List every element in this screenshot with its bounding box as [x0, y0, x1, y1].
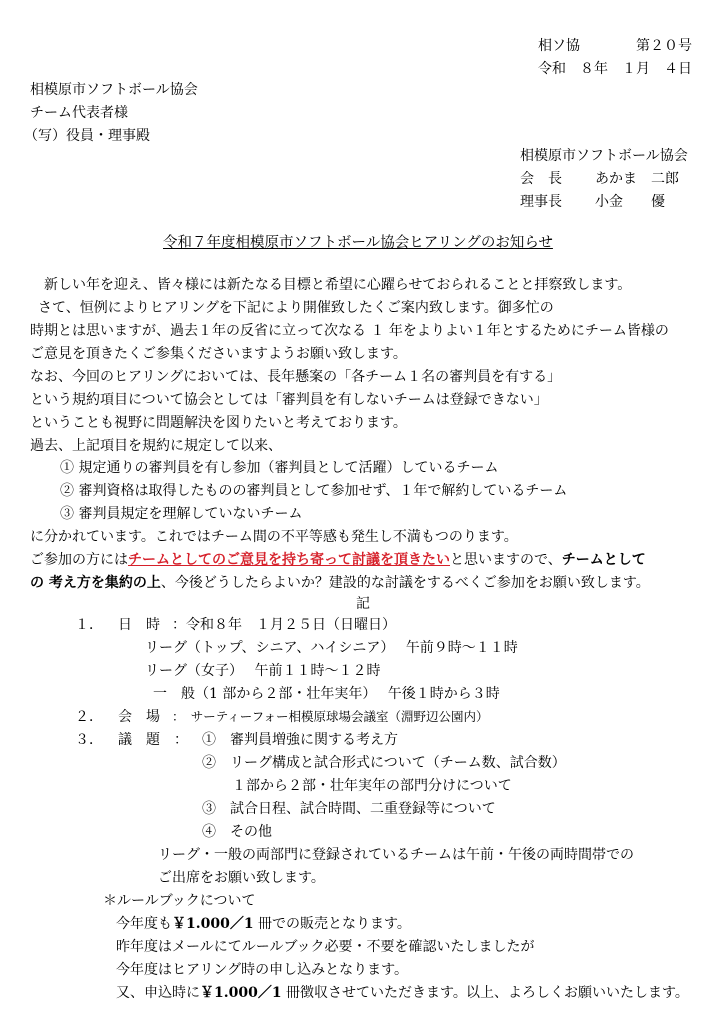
document-title: 令和７年度相模原市ソフトボール協会ヒアリングのお知らせ	[163, 235, 553, 251]
agenda-item: ④ その他	[202, 824, 272, 840]
recipient-org: 相模原市ソフトボール協会	[30, 82, 198, 98]
schedule-league-2: リーグ（女子） 午前１１時～１２時	[145, 663, 381, 679]
attendance-note-2: ご出席をお願い致します。	[158, 870, 325, 886]
rulebook-fee: ￥1.000／1	[200, 985, 282, 1001]
body-paragraph-11	[30, 573, 650, 593]
item-3-label: 議 題 ：	[118, 732, 188, 748]
list-item: ① 規定通りの審判員を有し参加（審判員として活躍）しているチーム	[60, 460, 499, 476]
list-item: ② 審判資格は取得したものの審判員として参加せず、１年で解約しているチーム	[60, 483, 568, 499]
president-name: あかま 二郎	[595, 171, 679, 187]
director-title: 理事長	[520, 194, 562, 210]
agenda-item: ② リーグ構成と試合形式について（チーム数、試合数）	[202, 755, 566, 771]
body-paragraph-10	[30, 550, 646, 570]
rulebook-line-1-lead: 今年度も	[116, 916, 172, 932]
body-paragraph-9: に分かれています。これではチーム間の不平等感も発生し不満もつのります。	[30, 529, 518, 545]
closing-remark: 以上、よろしくお願いいたします。	[466, 985, 689, 1001]
item-2-number: ２．	[75, 709, 103, 725]
item-2-value: ： サーティーフォー相模原球場会議室（淵野辺公園内）	[172, 709, 489, 724]
item-3-number: ３．	[75, 732, 103, 748]
rulebook-line-4	[116, 983, 467, 1003]
schedule-league-1: リーグ（トップ、シニア、ハイシニア） 午前９時～１１時	[145, 640, 518, 656]
p10-highlight: チームとしてのご意見を持ち寄って討議を頂きたい	[128, 552, 450, 568]
body-paragraph-1: 新しい年を迎え、皆々様には新たなる目標と希望に心躍らせておられることと拝察致します。	[44, 277, 632, 293]
p10-middle: と思いますので、	[450, 552, 562, 568]
body-paragraph-2: さて、恒例によりヒアリングを下記により開催致したくご案内致します。御多忙の	[38, 300, 554, 316]
item-2-label: 会 場	[118, 709, 160, 725]
rulebook-line-3: 今年度はヒアリング時の申し込みとなります。	[116, 962, 409, 978]
p11-rest: 、今後どうしたらよいか？建設的な討議をするべくご参加をお願い致します。	[160, 575, 650, 591]
agenda-item: １部から２部・壮年実年の部門分けについて	[232, 778, 512, 794]
p10-lead: ご参加の方には	[30, 552, 128, 568]
rulebook-price: ￥1.000／1	[172, 916, 254, 932]
rulebook-line-2: 昨年度はメールにてルールブック必要・不要を確認いたしましたが	[116, 939, 535, 955]
body-paragraph-4: ご意見を頂きたくご参集くださいますようお願い致します。	[30, 346, 407, 362]
p11-bold: の 考え方を集約の上	[30, 575, 161, 591]
list-item: ③ 審判員規定を理解していないチーム	[60, 506, 303, 522]
director-name: 小金 優	[595, 194, 665, 210]
recipient-team-reps: チーム代表者様	[30, 105, 128, 121]
item-1-number: １．	[75, 617, 103, 633]
recipient-copy: （写）役員・理事殿	[24, 128, 150, 144]
attendance-note-1: リーグ・一般の両部門に登録されているチームは午前・午後の両時間帯での	[158, 847, 634, 863]
schedule-general: 一 般（1 部から２部・壮年実年） 午後１時から３時	[153, 686, 500, 702]
rulebook-heading: ＊ルールブックについて	[103, 893, 256, 909]
body-paragraph-8: 過去、上記項目を規約に規定して以来、	[30, 438, 282, 454]
rulebook-line-4-tail: 冊徴収させていただきます。	[281, 985, 467, 1001]
doc-date: 令和 ８年 １月 ４日	[538, 61, 692, 77]
rulebook-line-1	[116, 914, 411, 934]
body-paragraph-3: 時期とは思いますが、過去１年の反省に立って次なる １ 年をよりよい１年とするためにチーム皆様の	[30, 323, 669, 339]
rulebook-line-1-tail: 冊での販売となります。	[253, 916, 411, 932]
president-title: 会 長	[520, 171, 562, 187]
body-paragraph-6: という規約項目について協会としては「審判員を有しないチームは登録できない」	[30, 392, 548, 408]
doc-number-prefix: 相ソ協	[538, 38, 580, 54]
body-paragraph-7: ということも視野に問題解決を図りたいと考えております。	[30, 415, 407, 431]
item-1-label: 日 時	[118, 617, 160, 633]
rulebook-line-4-lead: 又、申込時に	[116, 985, 200, 1001]
body-paragraph-5: なお、今回のヒアリングにおいては、長年懸案の「各チーム１名の審判員を有する」	[30, 369, 562, 385]
doc-number: 第２０号	[636, 38, 692, 54]
agenda-item: ① 審判員増強に関する考え方	[202, 732, 398, 748]
agenda-item: ③ 試合日程、試合時間、二重登録等について	[202, 801, 496, 817]
sender-org: 相模原市ソフトボール協会	[520, 148, 688, 164]
item-1-value: ：令和８年 １月２５日（日曜日）	[172, 617, 396, 633]
ki-heading: 記	[356, 596, 370, 612]
p10-bold: チームとして	[561, 552, 646, 568]
